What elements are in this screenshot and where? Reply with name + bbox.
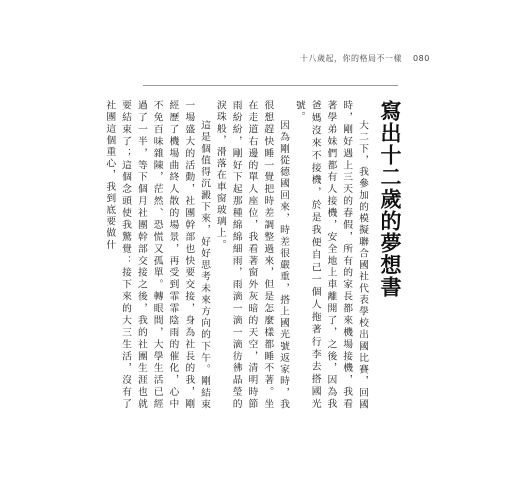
paragraph: 大二下，我參加的模擬聯合國社代表學校出國比賽，回國時，剛好遇上三天的春假，所有的家長都來機場接機，我看著學弟妹們都有人接機，安全地上車離開了，之後，因為我爸媽沒來不接機，於是我便自己一個人拖著行李去搭國光號。 <box>293 100 368 410</box>
paragraph: 因為剛從德國回來，時差很嚴重，搭上國光號返家時，我很想趕快睡一覺把時差調整過來，但是怎麼樣都睡不著。坐在走道右邊的單人座位，我看著窗外灰暗的天空，清明時節雨紛紛，剛好下起那種綿綿細雨，雨滴一滴一滴彷彿晶瑩的淚珠般，滑落在車窗玻璃上。 <box>214 100 290 410</box>
chapter-title: 寫出十二歲的夢想書 <box>378 100 403 298</box>
header-rule <box>143 85 398 86</box>
paragraph: 這是個值得沉澱下來，好好思考未來方向的下午。剛結束一場盛大的活動，社團幹部也快要交接，身為社長的我，剛經歷了機場曲終人散的場景，再受到霏霏陰雨的催化，心中不免百味雜陳，茫然、恐慌又孤單。轉眼間，大學生活已經過了一半，等下個月社團幹部交接之後，我的社團生涯也就要結束了；這個念頭使我驚覺：接下來的大三生活，沒有了社團這個重心，我到底要做什 <box>104 100 211 410</box>
page-number: 080 <box>413 54 430 63</box>
body-text <box>104 100 370 410</box>
running-header <box>300 53 430 64</box>
running-title: 十八歲起，你的格局不一樣 <box>300 54 402 63</box>
